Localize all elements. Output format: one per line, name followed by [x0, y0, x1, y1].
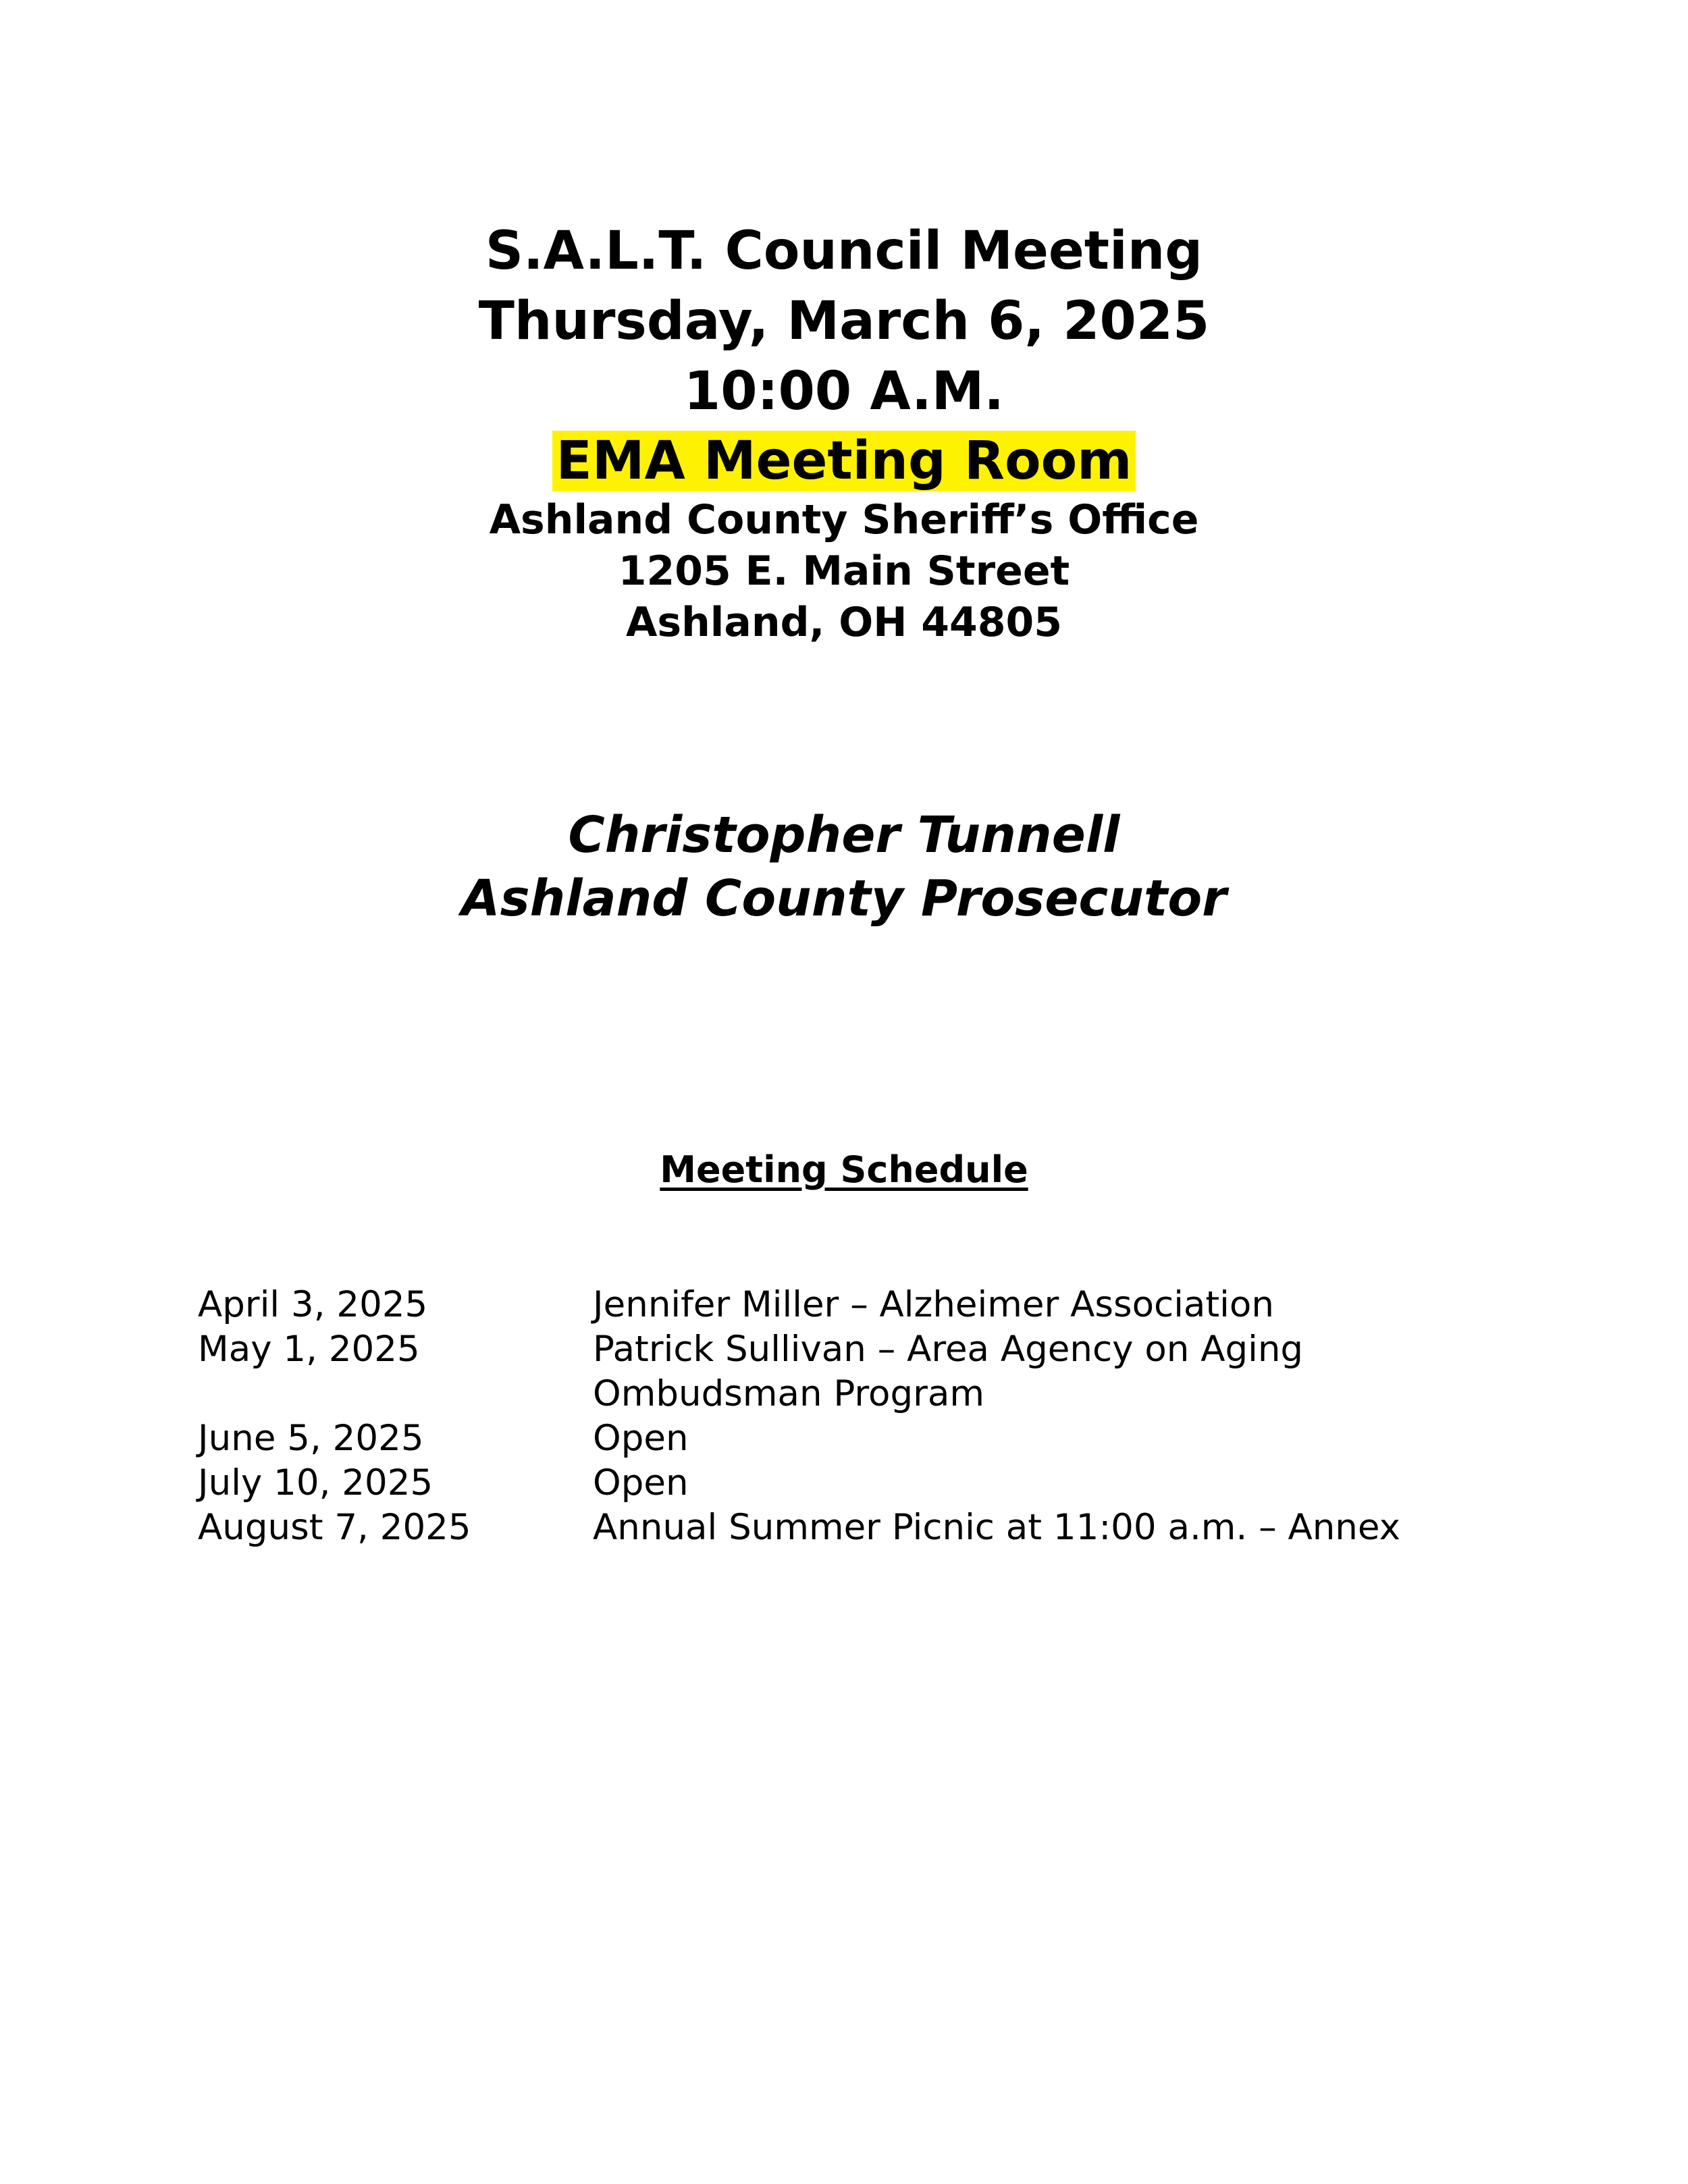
- schedule-date: May 1, 2025: [198, 1329, 420, 1370]
- schedule-description-line: Jennifer Miller – Alzheimer Association: [593, 1284, 1274, 1325]
- schedule-description-line: Annual Summer Picnic at 11:00 a.m. – Annex: [593, 1507, 1400, 1548]
- meeting-header: [0, 216, 1688, 648]
- schedule-description-line: Open: [593, 1462, 689, 1503]
- schedule-description-line: Ombudsman Program: [593, 1373, 984, 1414]
- meeting-date: Thursday, March 6, 2025: [478, 291, 1210, 352]
- schedule-list: [198, 1283, 1481, 1550]
- speaker-title: Ashland County Prosecutor: [461, 870, 1227, 928]
- meeting-time: 10:00 A.M.: [683, 361, 1005, 422]
- schedule-row: [198, 1416, 1481, 1461]
- speaker-block: [0, 803, 1688, 930]
- schedule-row: [198, 1506, 1481, 1550]
- address-line-2: 1205 E. Main Street: [618, 548, 1070, 595]
- schedule-description-line: Patrick Sullivan – Area Agency on Aging: [593, 1329, 1304, 1370]
- schedule-date: April 3, 2025: [198, 1284, 428, 1325]
- address-line-1: Ashland County Sheriff’s Office: [489, 496, 1199, 543]
- meeting-room-highlight: EMA Meeting Room: [552, 431, 1136, 491]
- schedule-date: August 7, 2025: [198, 1507, 471, 1548]
- speaker-name: Christopher Tunnell: [568, 806, 1120, 864]
- schedule-date: June 5, 2025: [198, 1418, 424, 1459]
- schedule-row: [198, 1461, 1481, 1506]
- meeting-title: S.A.L.T. Council Meeting: [485, 221, 1203, 282]
- schedule-date: July 10, 2025: [198, 1462, 433, 1503]
- schedule-description: [593, 1327, 1481, 1416]
- schedule-description: [593, 1506, 1481, 1550]
- schedule-description: [593, 1416, 1481, 1461]
- schedule-row: [198, 1283, 1481, 1327]
- schedule-description: [593, 1283, 1481, 1327]
- schedule-description-line: Open: [593, 1418, 689, 1459]
- address-line-3: Ashland, OH 44805: [625, 599, 1063, 646]
- schedule-description: [593, 1461, 1481, 1506]
- schedule-row: [198, 1327, 1481, 1416]
- schedule-heading: Meeting Schedule: [660, 1148, 1028, 1191]
